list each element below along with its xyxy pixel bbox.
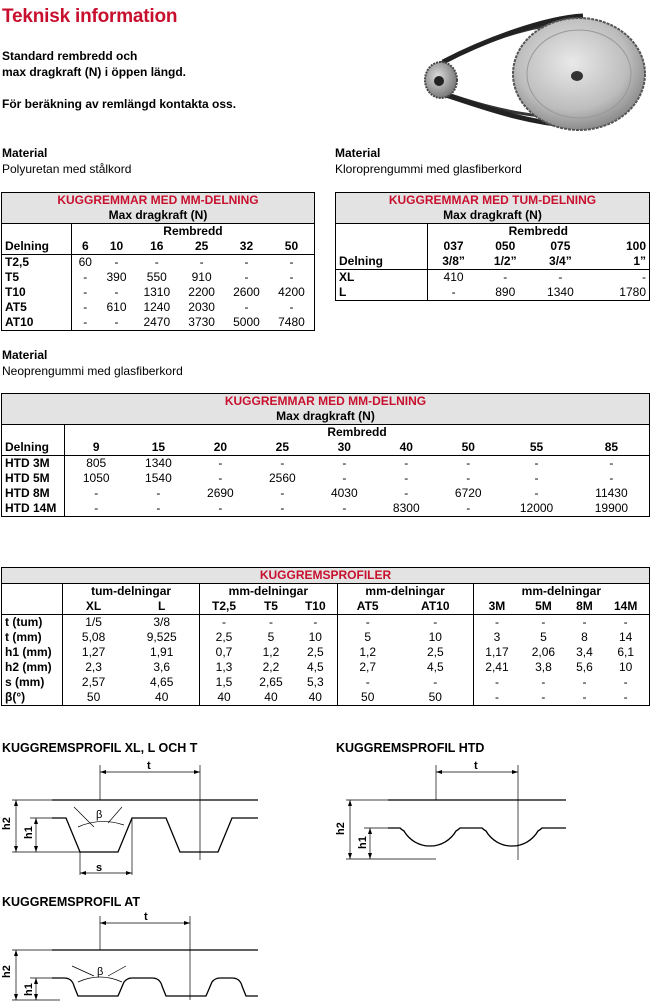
- table3-col: 85: [604, 440, 619, 454]
- table1-col: 6: [81, 239, 89, 253]
- table-cell: 5: [540, 630, 547, 644]
- table-cell: 2,2: [262, 660, 280, 674]
- table4-col: 14M: [614, 599, 638, 613]
- table-cell: -: [218, 471, 223, 485]
- table-cell: -: [244, 255, 249, 269]
- table-cell: 40: [217, 690, 231, 704]
- table-cell: 1340: [145, 456, 172, 470]
- table-cell: 8: [581, 630, 588, 644]
- table4-col: 8M: [576, 599, 593, 613]
- table-mm-pitch-1: [1, 192, 315, 331]
- table-cell: -: [609, 456, 614, 470]
- table-cell: 2200: [188, 285, 215, 299]
- table-cell: 60: [78, 255, 92, 269]
- table3-col: 25: [275, 440, 290, 454]
- table-cell: -: [289, 270, 294, 284]
- table1-col: 32: [239, 239, 254, 253]
- table-cell: 1,5: [215, 675, 233, 689]
- table-cell: -: [83, 285, 88, 299]
- table-cell: 1,27: [81, 645, 106, 659]
- table-cell: 6720: [454, 486, 482, 500]
- table-cell: -: [83, 300, 88, 314]
- row-label: t (mm): [2, 630, 63, 645]
- table-cell: -: [289, 300, 294, 314]
- table-cell: 8300: [392, 501, 420, 515]
- table4-group: mm-delningar: [200, 584, 337, 600]
- table-row: [2, 615, 650, 631]
- table-cell: 0,7: [215, 645, 233, 659]
- table-cell: 4200: [278, 285, 305, 299]
- table-cell: -: [294, 615, 337, 631]
- table-cell: -: [199, 255, 204, 269]
- table-cell: 2,7: [359, 660, 377, 674]
- table-cell: -: [404, 471, 409, 485]
- table3-col: 40: [399, 440, 413, 454]
- table-cell: 3,8: [535, 660, 552, 674]
- table-cell: 10: [398, 630, 473, 645]
- table4-group: tum-delningar: [63, 584, 200, 600]
- table-cell: -: [114, 285, 119, 299]
- table-cell: -: [398, 675, 473, 690]
- table-cell: -: [404, 486, 409, 500]
- table-cell: -: [114, 255, 119, 269]
- material-1-text: Polyuretan med stålkord: [2, 162, 132, 176]
- table-cell: 50: [398, 690, 473, 706]
- table-cell: -: [451, 285, 456, 299]
- table-cell: -: [534, 456, 539, 470]
- table-cell: 2,5: [398, 645, 473, 660]
- table-cell: -: [154, 255, 159, 269]
- beta-label: β: [96, 809, 103, 821]
- table-cell: 50: [86, 690, 101, 704]
- table-cell: 550: [146, 270, 167, 284]
- row-label: AT10: [2, 315, 72, 331]
- t-label: t: [147, 760, 151, 772]
- row-label: HTD 8M: [2, 486, 65, 501]
- table-cell: -: [156, 486, 161, 500]
- table-cell: 2,5: [215, 630, 233, 644]
- table-row: [2, 255, 315, 271]
- table-row: [2, 690, 650, 706]
- table-cell: -: [114, 315, 119, 329]
- table2-col-top: 075: [550, 239, 571, 253]
- table-cell: -: [582, 690, 587, 704]
- table-cell: 1,91: [124, 645, 200, 660]
- table-cell: 4,5: [294, 660, 337, 675]
- table-cell: -: [365, 675, 370, 689]
- table-row: [2, 630, 650, 645]
- table-cell: 12000: [519, 501, 554, 515]
- table3-col: 55: [529, 440, 544, 454]
- table4-col: AT10: [398, 599, 473, 615]
- row-label: AT5: [2, 300, 72, 315]
- table4-body: [2, 615, 650, 706]
- table-cell: 3,4: [576, 645, 593, 659]
- table-cell: 1/5: [85, 615, 102, 629]
- table-row: [2, 300, 315, 315]
- table-cell: 3730: [188, 315, 215, 329]
- table-cell: -: [268, 615, 273, 629]
- table-inch-pitch: [335, 192, 650, 301]
- table-cell: 2600: [233, 285, 260, 299]
- table-row: [336, 270, 650, 286]
- table4-col: XL: [85, 599, 102, 613]
- table-cell: -: [582, 675, 587, 689]
- table3-row-header: Delning: [2, 440, 65, 456]
- table1-row-header: Delning: [2, 239, 72, 255]
- table-cell: -: [466, 501, 471, 515]
- table-cell: -: [466, 471, 471, 485]
- table-cell: 2,65: [259, 675, 283, 689]
- table-cell: 4,5: [398, 660, 473, 675]
- table-cell: -: [534, 486, 539, 500]
- table-cell: -: [280, 501, 285, 515]
- htd-h1-label: h1: [357, 836, 369, 849]
- table-cell: 7480: [278, 315, 305, 329]
- table4-col: T5: [263, 599, 278, 613]
- table-cell: 5: [364, 630, 372, 644]
- table4-col: T10: [294, 599, 337, 615]
- table-cell: -: [280, 456, 285, 470]
- table-cell: -: [218, 456, 223, 470]
- table-cell: -: [83, 270, 88, 284]
- table-cell: 40: [264, 690, 278, 704]
- table-cell: -: [94, 501, 99, 515]
- table-cell: -: [244, 270, 249, 284]
- table-row: [2, 486, 650, 501]
- table2-col-top: 100: [625, 239, 646, 253]
- table-cell: 1310: [143, 285, 171, 299]
- pulley-image: [415, 4, 653, 132]
- table-cell: 3/8: [124, 615, 200, 631]
- table2-col-bottom: 1”: [633, 254, 646, 268]
- table-cell: -: [342, 471, 347, 485]
- table-cell: 50: [361, 690, 375, 704]
- table4-group: mm-delningar: [521, 584, 601, 598]
- table-cell: -: [623, 690, 628, 704]
- table-cell: 4030: [330, 486, 358, 500]
- row-label: h1 (mm): [2, 645, 63, 660]
- table-cell: 2,06: [531, 645, 556, 659]
- table-cell: 14: [618, 630, 633, 644]
- table-row: [2, 456, 650, 472]
- table-row: [2, 501, 650, 517]
- at-h2-label: h2: [1, 965, 13, 978]
- table-cell: 19900: [594, 501, 629, 515]
- table-cell: 1780: [619, 285, 646, 299]
- table-cell: -: [342, 456, 347, 470]
- profile-at-title: KUGGREMSPROFIL AT: [2, 895, 140, 909]
- table3-subtitle: Max dragkraft (N): [276, 409, 375, 423]
- table3-col: 9: [92, 440, 100, 454]
- table2-body: [336, 270, 650, 301]
- table-cell: 1540: [145, 471, 172, 485]
- table3-col: 30: [337, 440, 351, 454]
- profile-htd-title: KUGGREMSPROFIL HTD: [336, 741, 485, 755]
- table3-col: 15: [151, 440, 166, 454]
- table-cell: -: [541, 615, 546, 629]
- table2-col-bottom: 1/2”: [493, 254, 517, 268]
- table2-title: KUGGREMMAR MED TUM-DELNING: [388, 193, 597, 207]
- table1-col: 10: [109, 239, 124, 253]
- table4-col: L: [124, 599, 200, 615]
- table-cell: 40: [294, 690, 337, 706]
- table-cell: 1050: [82, 471, 110, 485]
- table-cell: 3: [493, 630, 501, 644]
- table-cell: 2690: [207, 486, 234, 500]
- table3-group: Rembredd: [327, 425, 387, 439]
- table-cell: 890: [495, 285, 516, 299]
- table-cell: -: [280, 486, 285, 500]
- table-cell: -: [466, 456, 471, 470]
- table-cell: -: [541, 675, 546, 689]
- profile-at-diagram: [0, 908, 270, 1008]
- table-cell: 2,5: [294, 645, 337, 660]
- material-2-heading: Material: [335, 146, 381, 160]
- table1-body: [2, 255, 315, 331]
- htd-h2-label: h2: [335, 822, 347, 835]
- row-label: s (mm): [2, 675, 63, 690]
- table-profiles: [1, 567, 650, 706]
- table4-col: 5M: [535, 599, 552, 613]
- row-label: T5: [2, 270, 72, 285]
- table-cell: -: [582, 615, 587, 629]
- table2-col-top: 037: [443, 239, 464, 253]
- table1-subtitle: Max dragkraft (N): [108, 208, 208, 222]
- table-cell: -: [623, 615, 628, 629]
- page-title: Teknisk information: [2, 6, 178, 27]
- profile-htd-diagram: [334, 755, 652, 875]
- material-3-text: Neoprengummi med glasfiberkord: [2, 364, 183, 378]
- table-cell: 1,3: [215, 660, 233, 674]
- table-cell: -: [218, 501, 223, 515]
- table-cell: 3,6: [124, 660, 200, 675]
- table-cell: 410: [443, 270, 464, 284]
- at-beta-label: β: [97, 966, 104, 978]
- table-cell: 2030: [188, 300, 215, 314]
- table-cell: 390: [106, 270, 127, 284]
- table-cell: 4,65: [124, 675, 200, 690]
- table-cell: 2,3: [85, 660, 102, 674]
- profile-xl-diagram: [0, 755, 270, 885]
- table-cell: -: [494, 690, 499, 704]
- table-cell: -: [365, 615, 370, 629]
- table-cell: 805: [86, 456, 107, 470]
- intro-line-2: max dragkraft (N) i öppen längd.: [2, 65, 187, 79]
- table-cell: 5000: [233, 315, 260, 329]
- table2-group: Rembredd: [508, 224, 568, 238]
- table-cell: -: [494, 675, 499, 689]
- table-cell: 1,2: [359, 645, 377, 659]
- table-cell: 40: [124, 690, 200, 706]
- intro-line-1: Standard rembredd och: [2, 49, 138, 63]
- table-cell: -: [558, 270, 563, 284]
- table3-title: KUGGREMMAR MED MM-DELNING: [224, 394, 427, 408]
- table-row: [2, 285, 315, 300]
- material-3-heading: Material: [2, 348, 48, 362]
- row-label: t (tum): [2, 615, 63, 631]
- table1-col: 50: [284, 239, 299, 253]
- table-cell: -: [494, 615, 499, 629]
- h2-label: h2: [1, 817, 13, 830]
- table2-col-top: 050: [495, 239, 516, 253]
- table1-group: Rembredd: [163, 224, 223, 238]
- table2-subtitle: Max dragkraft (N): [443, 208, 542, 222]
- table-cell: -: [398, 615, 473, 631]
- table-cell: -: [534, 471, 539, 485]
- table-cell: 6,1: [617, 645, 635, 659]
- row-label: T10: [2, 285, 72, 300]
- row-label: β(°): [2, 690, 63, 706]
- table3-col: 50: [461, 440, 475, 454]
- table-cell: -: [541, 690, 546, 704]
- table-cell: 2470: [143, 315, 171, 329]
- table-cell: -: [609, 471, 614, 485]
- h1-label: h1: [23, 826, 35, 839]
- row-label: HTD 3M: [2, 456, 65, 472]
- table1-title: KUGGREMMAR MED MM-DELNING: [57, 193, 259, 207]
- table-row: [2, 315, 315, 331]
- table3-body: [2, 456, 650, 517]
- table-cell: -: [94, 486, 99, 500]
- table-cell: 9,525: [124, 630, 200, 645]
- row-label: XL: [336, 270, 428, 286]
- table-cell: -: [156, 501, 161, 515]
- table2-col-bottom: 3/4”: [549, 254, 572, 268]
- table-cell: 5: [267, 630, 275, 644]
- table1-col: 25: [194, 239, 209, 253]
- table-row: [2, 660, 650, 675]
- intro-line-3: För beräkning av remlängd kontakta oss.: [2, 97, 237, 111]
- table-cell: -: [404, 456, 409, 470]
- table-row: [2, 645, 650, 660]
- htd-t-label: t: [474, 760, 478, 772]
- row-label: HTD 5M: [2, 471, 65, 486]
- profile-xl-title: KUGGREMSPROFIL XL, L OCH T: [2, 741, 198, 755]
- table-cell: -: [623, 675, 628, 689]
- table-cell: 610: [106, 300, 127, 314]
- material-2-text: Kloroprengummi med glasfiberkord: [335, 162, 522, 176]
- table4-col: 3M: [488, 599, 506, 613]
- material-1-heading: Material: [2, 146, 48, 160]
- table-cell: -: [83, 315, 88, 329]
- table-cell: 2560: [268, 471, 296, 485]
- table-row: [2, 675, 650, 690]
- table4-group: mm-delningar: [337, 584, 473, 600]
- s-label: s: [96, 862, 103, 874]
- table-cell: 2,57: [81, 675, 106, 689]
- table-cell: 11430: [595, 486, 628, 500]
- table2-row-header: Delning: [336, 254, 428, 270]
- table-cell: -: [642, 270, 646, 284]
- row-label: HTD 14M: [2, 501, 65, 517]
- table-htd: [1, 393, 650, 517]
- table3-col: 20: [213, 440, 228, 454]
- table-cell: 10: [618, 660, 633, 674]
- table-cell: 10: [294, 630, 337, 645]
- at-t-label: t: [144, 911, 148, 923]
- table-cell: -: [289, 255, 294, 269]
- table1-col: 16: [150, 239, 164, 253]
- table2-col-bottom: 3/8”: [442, 254, 465, 268]
- table4-col: T2,5: [212, 599, 237, 613]
- table-cell: 910: [191, 270, 212, 284]
- table-cell: 1,17: [485, 645, 509, 659]
- table-cell: 1240: [143, 300, 171, 314]
- table-cell: -: [342, 501, 347, 515]
- table-cell: 1340: [547, 285, 574, 299]
- table-cell: 5,3: [294, 675, 337, 690]
- table4-col: AT5: [356, 599, 379, 613]
- table-cell: 1,2: [262, 645, 280, 659]
- at-h1-label: h1: [23, 983, 35, 996]
- table-cell: 5,6: [576, 660, 593, 674]
- table-row: [2, 471, 650, 486]
- table-cell: 5,08: [81, 630, 106, 644]
- table-cell: -: [244, 300, 249, 314]
- table-cell: 2,41: [485, 660, 509, 674]
- table-cell: -: [503, 270, 508, 284]
- row-label: L: [336, 285, 428, 301]
- table-row: [2, 270, 315, 285]
- table-row: [336, 285, 650, 301]
- table4-title: KUGGREMSPROFILER: [259, 568, 392, 582]
- row-label: h2 (mm): [2, 660, 63, 675]
- row-label: T2,5: [2, 255, 72, 271]
- table-cell: -: [222, 615, 227, 629]
